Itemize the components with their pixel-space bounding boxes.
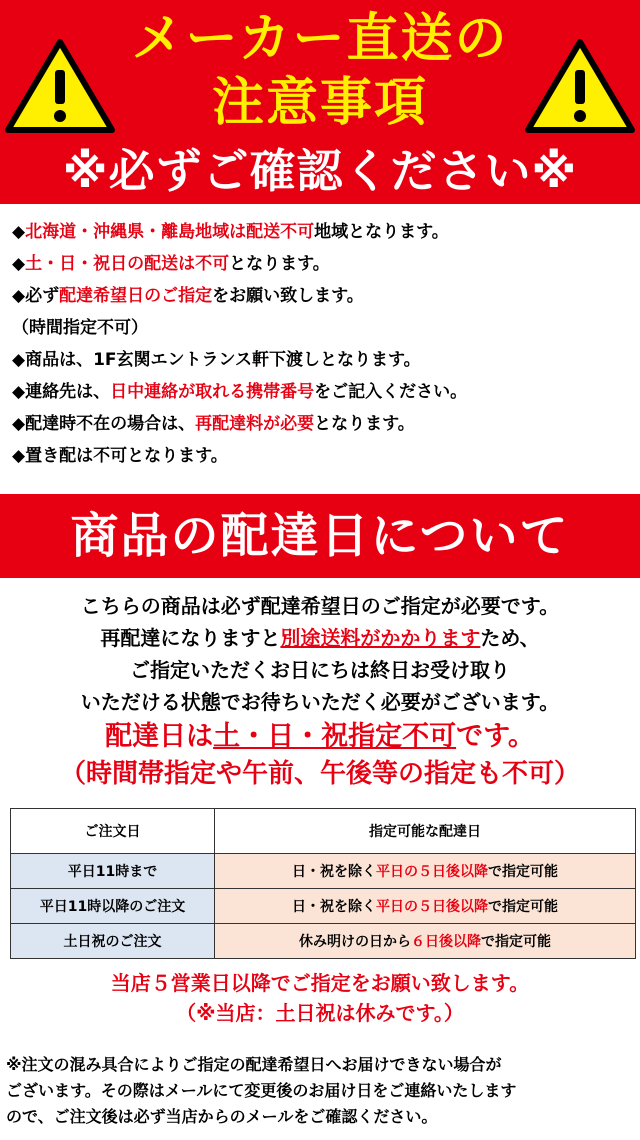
delivery-date-cell: 日・祝を除く平日の５日後以降で指定可能 bbox=[215, 889, 636, 924]
shop-holiday-line: （※当店：土日祝は休みです。） bbox=[176, 1001, 464, 1025]
delivery-intro bbox=[0, 590, 640, 792]
notice-item: ◆商品は、1F玄関エントランス軒下渡しとなります。 bbox=[12, 350, 421, 370]
extra-fee-note: 別途送料がかかります bbox=[280, 626, 481, 650]
notice-item: ◆必ず配達希望日のご指定をお願い致します。 bbox=[12, 286, 364, 306]
notice-item: ◆置き配は不可となります。 bbox=[12, 446, 228, 466]
banner-subtitle: ※必ずご確認ください※ bbox=[62, 144, 578, 198]
delivery-date-cell: 休み明けの日から６日後以降で指定可能 bbox=[215, 924, 636, 959]
notice-item: ◆配達時不在の場合は、再配達料が必要となります。 bbox=[12, 414, 415, 434]
intro-line: 再配達になりますと別途送料がかかりますため、 bbox=[100, 626, 540, 650]
delivery-date-cell: 日・祝を除く平日の５日後以降で指定可能 bbox=[215, 854, 636, 889]
notice-item: ◆土・日・祝日の配送は不可となります。 bbox=[12, 254, 330, 274]
order-date-cell: 平日11時以降のご注文 bbox=[11, 889, 215, 924]
column-header-delivery-date: 指定可能な配達日 bbox=[215, 809, 636, 854]
notice-list bbox=[12, 216, 636, 472]
order-date-cell: 平日11時まで bbox=[11, 854, 215, 889]
intro-line: いただける状態でお待ちいただく必要がございます。 bbox=[80, 690, 560, 714]
section-title: 商品の配達日について bbox=[0, 494, 640, 578]
column-header-order-date: ご注文日 bbox=[11, 809, 215, 854]
notice-item: ◆北海道・沖縄県・離島地域は配送不可地域となります。 bbox=[12, 222, 449, 242]
intro-line: ご指定いただくお日にちは終日お受け取り bbox=[130, 658, 510, 682]
notice-item: ◆連絡先は、日中連絡が取れる携帯番号をご記入ください。 bbox=[12, 382, 468, 402]
banner-title: メーカー直送の bbox=[131, 9, 509, 69]
table-header-row bbox=[11, 809, 636, 854]
no-weekend-note: 配達日は土・日・祝指定不可です。 bbox=[105, 721, 535, 752]
table-row bbox=[11, 924, 636, 959]
delivery-schedule-table bbox=[10, 808, 636, 959]
shop-notice-line: 当店５営業日以降でご指定をお願い致します。 bbox=[110, 971, 530, 995]
footer-line: ので、ご注文後は必ず当店からのメールをご確認ください。 bbox=[6, 1107, 438, 1126]
footer-note bbox=[6, 1052, 636, 1130]
footer-line: ございます。その際はメールにて変更後のお届け日をご連絡いたします bbox=[6, 1081, 517, 1100]
no-time-note: （時間帯指定や午前、午後等の指定も不可） bbox=[59, 759, 580, 789]
notice-item: （時間指定不可） bbox=[12, 318, 148, 338]
table-row bbox=[11, 889, 636, 924]
banner-title-line2: 注意事項 bbox=[211, 73, 428, 133]
warning-banner bbox=[0, 0, 640, 204]
intro-line: こちらの商品は必ず配達希望日のご指定が必要です。 bbox=[80, 594, 560, 618]
shop-notice bbox=[0, 968, 640, 1028]
order-date-cell: 土日祝のご注文 bbox=[11, 924, 215, 959]
footer-line: ※注文の混み具合によりご指定の配達希望日へお届けできない場合が bbox=[6, 1055, 502, 1074]
table-row bbox=[11, 854, 636, 889]
